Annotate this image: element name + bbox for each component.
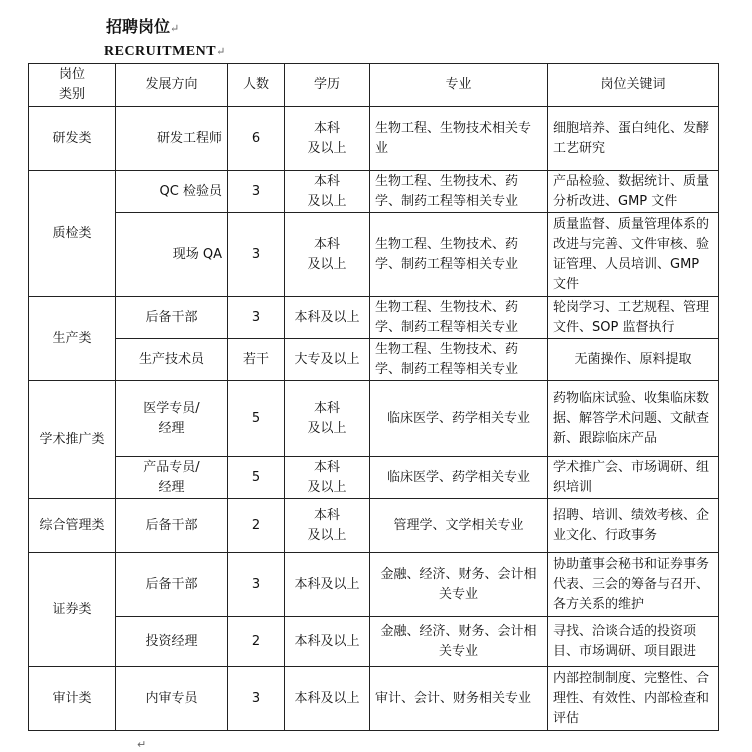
- header-direction: 发展方向: [116, 64, 228, 107]
- table-row: [29, 617, 719, 667]
- cell-keywords: 质量监督、质量管理体系的改进与完善、文件审核、验证管理、人员培训、GMP 文件: [548, 213, 719, 297]
- cell-direction: 研发工程师: [116, 107, 228, 171]
- table-row: [29, 553, 719, 617]
- cell-major: 生物工程、生物技术、药学、制药工程等相关专业: [370, 171, 548, 213]
- cell-major: 生物工程、生物技术、药学、制药工程等相关专业: [370, 213, 548, 297]
- cell-major: 生物工程、生物技术相关专业: [370, 107, 548, 171]
- cell-category: 研发类: [29, 107, 116, 171]
- table-row: [29, 667, 719, 731]
- title-cn-text: 招聘岗位: [106, 17, 171, 36]
- cell-direction: 现场 QA: [116, 213, 228, 297]
- cell-education: 大专及以上: [285, 339, 370, 381]
- cell-major: 临床医学、药学相关专业: [370, 381, 548, 457]
- page-title-en: [104, 44, 226, 60]
- table-row: [29, 297, 719, 339]
- header-keywords: 岗位关键词: [548, 64, 719, 107]
- table-row: [29, 499, 719, 553]
- cell-keywords: 药物临床试验、收集临床数据、解答学术问题、文献查新、跟踪临床产品: [548, 381, 719, 457]
- table-row: [29, 339, 719, 381]
- cell-major: 生物工程、生物技术、药学、制药工程等相关专业: [370, 297, 548, 339]
- table-row: [29, 457, 719, 499]
- cell-keywords: 产品检验、数据统计、质量分析改进、GMP 文件: [548, 171, 719, 213]
- cell-direction: 后备干部: [116, 297, 228, 339]
- table-row: [29, 213, 719, 297]
- cell-major: 生物工程、生物技术、药学、制药工程等相关专业: [370, 339, 548, 381]
- cell-major: 管理学、文学相关专业: [370, 499, 548, 553]
- cell-education: 本科及以上: [285, 667, 370, 731]
- cell-education: 本科 及以上: [285, 457, 370, 499]
- cell-direction: 医学专员/ 经理: [116, 381, 228, 457]
- paragraph-mark: ↵: [170, 22, 180, 35]
- cell-keywords: 内部控制制度、完整性、合理性、有效性、内部检查和评估: [548, 667, 719, 731]
- cell-education: 本科及以上: [285, 617, 370, 667]
- cell-count: 3: [228, 297, 285, 339]
- cell-category: 综合管理类: [29, 499, 116, 553]
- cell-count: 3: [228, 213, 285, 297]
- cell-direction: 内审专员: [116, 667, 228, 731]
- cell-count: 3: [228, 553, 285, 617]
- cell-keywords: 轮岗学习、工艺规程、管理文件、SOP 监督执行: [548, 297, 719, 339]
- header-education: 学历: [285, 64, 370, 107]
- cell-direction: 后备干部: [116, 499, 228, 553]
- table-row: [29, 381, 719, 457]
- cell-keywords: 招聘、培训、绩效考核、企业文化、行政事务: [548, 499, 719, 553]
- cell-major: 金融、经济、财务、会计相关专业: [370, 553, 548, 617]
- cell-keywords: 无菌操作、原料提取: [548, 339, 719, 381]
- cell-direction: QC 检验员: [116, 171, 228, 213]
- cell-keywords: 细胞培养、蛋白纯化、发酵工艺研究: [548, 107, 719, 171]
- cell-direction: 生产技术员: [116, 339, 228, 381]
- cell-count: 2: [228, 617, 285, 667]
- cell-education: 本科 及以上: [285, 171, 370, 213]
- cell-category: 生产类: [29, 297, 116, 381]
- cell-major: 临床医学、药学相关专业: [370, 457, 548, 499]
- cell-education: 本科 及以上: [285, 381, 370, 457]
- cell-category: 证券类: [29, 553, 116, 667]
- cell-direction: 后备干部: [116, 553, 228, 617]
- header-count: 人数: [228, 64, 285, 107]
- cell-count: 5: [228, 381, 285, 457]
- cell-education: 本科及以上: [285, 297, 370, 339]
- trailing-paragraph-mark: ↵: [137, 738, 147, 751]
- page-title-cn: [106, 14, 179, 37]
- table-header-row: [29, 64, 719, 107]
- cell-category: 审计类: [29, 667, 116, 731]
- table-row: [29, 171, 719, 213]
- table-row: [29, 107, 719, 171]
- recruitment-table: [28, 63, 719, 731]
- cell-direction: 产品专员/ 经理: [116, 457, 228, 499]
- cell-keywords: 学术推广会、市场调研、组织培训: [548, 457, 719, 499]
- title-en-text: RECRUITMENT: [104, 44, 217, 59]
- cell-education: 本科 及以上: [285, 107, 370, 171]
- cell-count: 5: [228, 457, 285, 499]
- cell-education: 本科 及以上: [285, 499, 370, 553]
- cell-education: 本科及以上: [285, 553, 370, 617]
- cell-count: 若干: [228, 339, 285, 381]
- cell-category: 质检类: [29, 171, 116, 297]
- header-major: 专业: [370, 64, 548, 107]
- cell-count: 2: [228, 499, 285, 553]
- header-category: 岗位 类别: [29, 64, 116, 107]
- cell-category: 学术推广类: [29, 381, 116, 499]
- cell-major: 审计、会计、财务相关专业: [370, 667, 548, 731]
- cell-count: 3: [228, 667, 285, 731]
- cell-keywords: 寻找、洽谈合适的投资项目、市场调研、项目跟进: [548, 617, 719, 667]
- cell-education: 本科 及以上: [285, 213, 370, 297]
- cell-major: 金融、经济、财务、会计相关专业: [370, 617, 548, 667]
- cell-direction: 投资经理: [116, 617, 228, 667]
- cell-keywords: 协助董事会秘书和证券事务代表、三会的筹备与召开、各方关系的维护: [548, 553, 719, 617]
- cell-count: 6: [228, 107, 285, 171]
- paragraph-mark: ↵: [216, 46, 226, 58]
- cell-count: 3: [228, 171, 285, 213]
